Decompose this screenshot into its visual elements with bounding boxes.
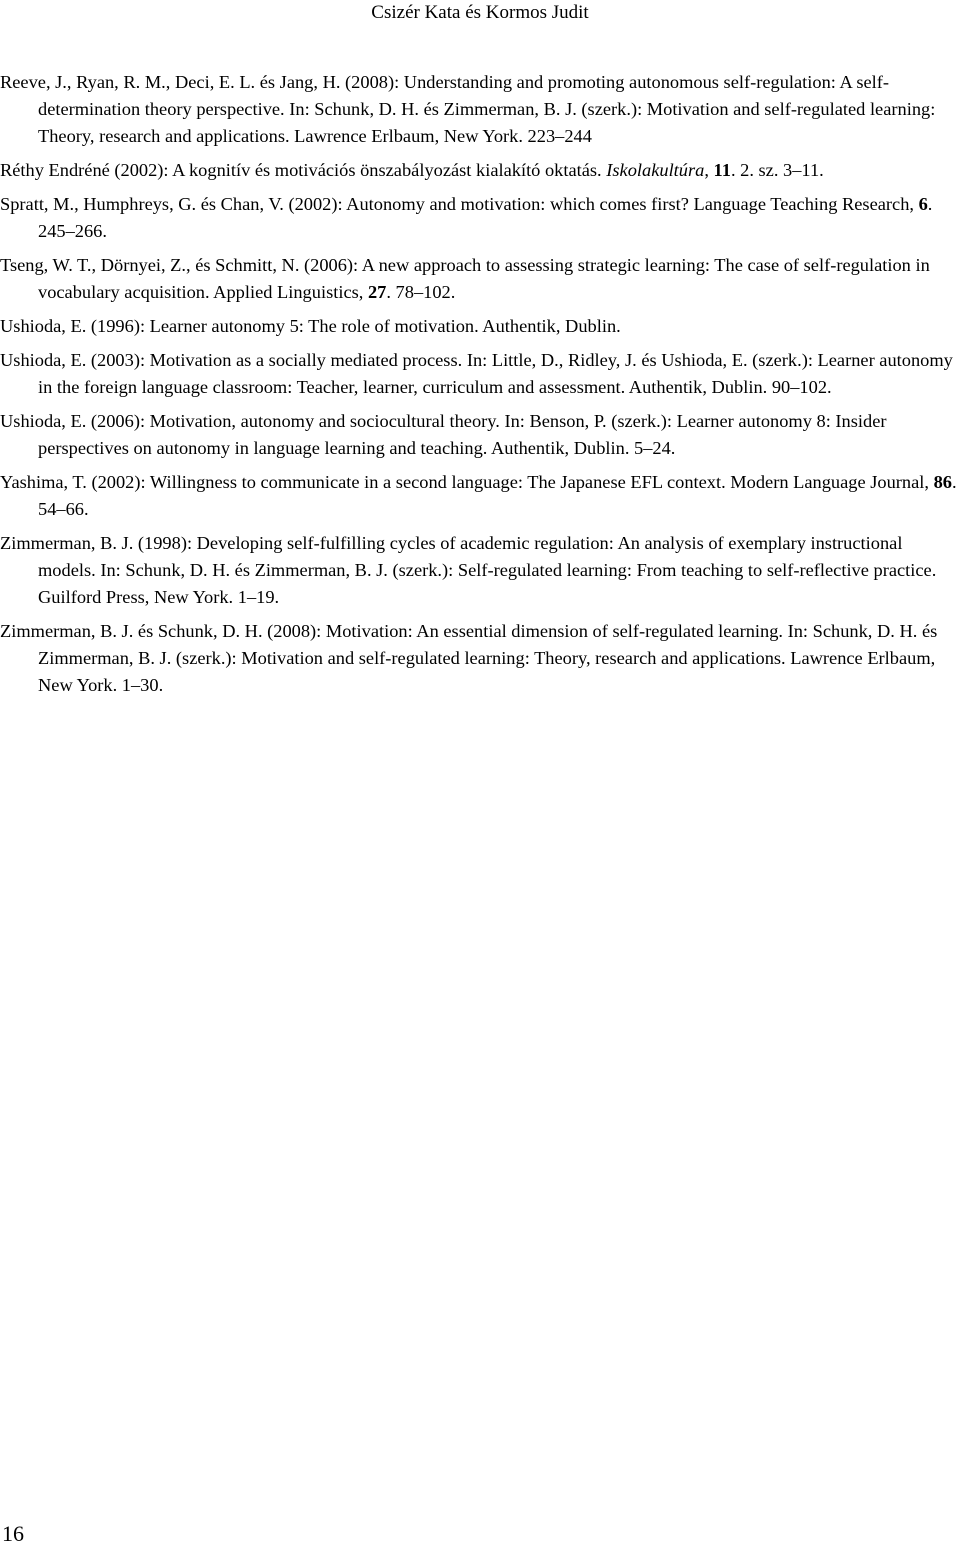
reference-text: Ushioda, E. (1996): Learner autonomy 5: The role of motivation. Authentik, Dublin.: [0, 316, 621, 336]
reference-entry-yashima: [0, 469, 958, 523]
running-header: Csizér Kata és Kormos Judit: [371, 2, 589, 23]
reference-pages: . 78–102.: [386, 282, 456, 302]
reference-pages: . 2. sz. 3–11.: [730, 160, 824, 180]
reference-entry-spratt: [0, 191, 958, 245]
reference-text: Spratt, M., Humphreys, G. és Chan, V. (2002): Autonomy and motivation: which comes first? Language Teaching Research,: [0, 194, 919, 214]
reference-text: Tseng, W. T., Dörnyei, Z., és Schmitt, N. (2006): A new approach to assessing strategic learning: The case of self-regulation in vocabulary acquisition. Applied Linguistics,: [0, 255, 930, 302]
reference-volume: 6: [918, 194, 928, 214]
reference-entry-ushioda-2003: [0, 347, 958, 401]
reference-pages: . 54–66.: [38, 472, 957, 519]
reference-journal: Iskolakultúra: [606, 160, 705, 180]
reference-text: Réthy Endréné (2002): A kognitív és motivációs önszabályozást kialakító oktatás.: [0, 160, 607, 180]
reference-separator: ,: [704, 160, 714, 180]
reference-entry-zimmerman-2008: [0, 618, 958, 699]
reference-pages: –244: [555, 126, 592, 146]
reference-text: Reeve, J., Ryan, R. M., Deci, E. L. és Jang, H. (2008): Understanding and promoting autonomous self-regulation: A self-determination theory perspective. In: Schunk, D. H. és Zimmerman, B. J. (szerk.): Motivation and self-regulated learning: Theory, research and applications. Lawrence Erlbaum, New York. 223: [0, 72, 936, 146]
reference-entry-ushioda-2006: [0, 408, 958, 462]
reference-list: [0, 69, 958, 706]
reference-volume: 11: [713, 160, 731, 180]
reference-text: Zimmerman, B. J. és Schunk, D. H. (2008): Motivation: An essential dimension of self-regulated learning. In: Schunk, D. H. és Zimmerman, B. J. (szerk.): Motivation and self-regulated learning: Theory, research and applications. Lawrence Erlbaum, New York. 1–30.: [0, 621, 938, 695]
reference-text: Zimmerman, B. J. (1998): Developing self-fulfilling cycles of academic regulation: An analysis of exemplary instructional models. In: Schunk, D. H. és Zimmerman, B. J. (szerk.): Self-regulated learning: From teaching to self-reflective practice. Guilford Press, New York. 1–19.: [0, 533, 937, 607]
reference-pages: . 245–266.: [38, 194, 933, 241]
page-number: 16: [2, 1521, 24, 1546]
reference-text: Ushioda, E. (2006): Motivation, autonomy and sociocultural theory. In: Benson, P. (szerk.): Learner autonomy 8: Insider perspectives on autonomy in language learning and teaching. Authentik, Dublin. 5–24.: [0, 411, 887, 458]
reference-volume: 86: [933, 472, 952, 492]
reference-entry-tseng: [0, 252, 958, 306]
reference-entry-reeve: [0, 69, 958, 150]
reference-text: Yashima, T. (2002): Willingness to communicate in a second language: The Japanese EFL context. Modern Language Journal,: [0, 472, 934, 492]
reference-entry-ushioda-1996: [0, 313, 958, 340]
reference-volume: 27: [367, 282, 387, 302]
reference-text: Ushioda, E. (2003): Motivation as a socially mediated process. In: Little, D., Ridley, J. és Ushioda, E. (szerk.): Learner autonomy in the foreign language classroom: Teacher, learner, curriculum and assessment. Authentik, Dublin. 90–102.: [0, 350, 953, 397]
reference-entry-rethy: [0, 157, 958, 184]
reference-entry-zimmerman-1998: [0, 530, 958, 611]
